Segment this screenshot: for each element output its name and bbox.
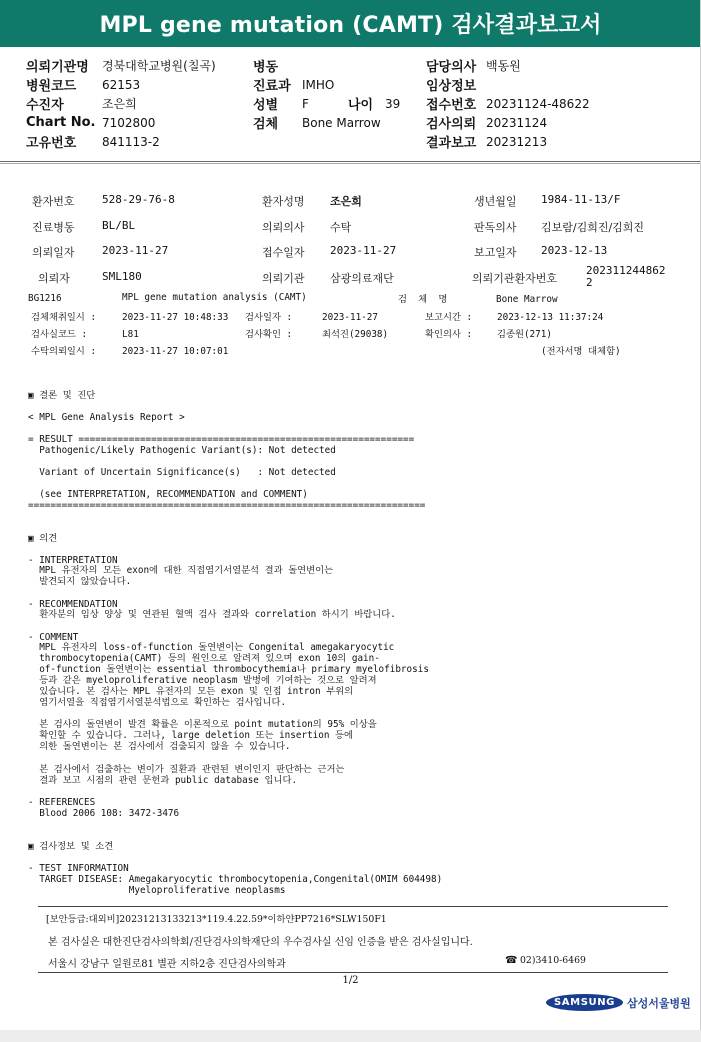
footer-divider bbox=[38, 906, 668, 907]
collect-value: 2023-11-27 10:48:33 bbox=[122, 312, 229, 323]
req-date: 2023-11-27 bbox=[102, 244, 169, 257]
patient-no: 528-29-76-8 bbox=[102, 193, 175, 206]
confirm-label: 검사확인 : bbox=[245, 329, 293, 340]
comment-heading: - COMMENT bbox=[28, 632, 79, 643]
receipt-value: 20231124-48622 bbox=[486, 96, 590, 111]
receipt-label: 접수번호 bbox=[426, 98, 477, 113]
report-label: 결과보고 bbox=[426, 136, 477, 151]
org-patient-no-label: 의뢰기관환자번호 bbox=[472, 272, 558, 285]
bottom-strip bbox=[0, 1030, 701, 1042]
birth-label: 생년월일 bbox=[474, 195, 517, 208]
see-note: (see INTERPRETATION, RECOMMENDATION and COMMENT) bbox=[28, 489, 308, 500]
section-test-info: ▣ 검사정보 및 소견 bbox=[28, 841, 114, 852]
test-date: 2023-11-27 bbox=[322, 312, 378, 323]
comment-line: MPL 유전자의 loss-of-function 돌연변이는 Congenital amegakaryocytic bbox=[28, 642, 395, 653]
req-org: 삼광의료재단 bbox=[330, 272, 394, 285]
dept-label: 진료과 bbox=[253, 79, 291, 94]
certification-text: 본 검사실은 대한진단검사의학회/진단검사의학재단의 우수검사실 신임 인증을 받은 검사실입니다. bbox=[48, 937, 473, 948]
vus-result: Variant of Uncertain Significance(s) : Not detected bbox=[28, 467, 336, 478]
divider bbox=[0, 161, 701, 162]
sex-label: 성별 bbox=[253, 98, 279, 113]
request-value: 20231124 bbox=[486, 115, 548, 130]
hospital-code-label: 병원코드 bbox=[26, 79, 77, 94]
accept-label: 수탁의뢰일시 : bbox=[31, 346, 97, 357]
ward-label: 병동 bbox=[253, 60, 279, 75]
sex-value: F bbox=[302, 96, 309, 111]
institution-label: 의뢰기관명 bbox=[26, 60, 89, 75]
comment-line: 본 검사의 돌연변이 발견 확률은 이론적으로 point mutation의 95% 이상을 bbox=[28, 719, 377, 730]
accept-value: 2023-11-27 10:07:01 bbox=[122, 346, 229, 357]
unique-value: 841113-2 bbox=[102, 134, 160, 149]
address-text: 서울시 강남구 일원로81 별관 지하2층 진단검사의학과 bbox=[48, 959, 286, 970]
hospital-logo bbox=[546, 994, 691, 1011]
clinical-label: 임상정보 bbox=[426, 79, 477, 94]
recv-date-label: 접수일자 bbox=[262, 246, 305, 259]
reading-label: 판독의사 bbox=[474, 221, 517, 234]
doctor-label: 담당의사 bbox=[426, 60, 477, 75]
specimen-name-label: 검 체 명 bbox=[398, 294, 448, 305]
pathogenic-result: Pathogenic/Likely Pathogenic Variant(s): Not detected bbox=[28, 445, 336, 456]
top-info-block bbox=[0, 52, 701, 150]
chart-value: 7102800 bbox=[102, 115, 156, 130]
reference-line: Blood 2006 108: 3472-3476 bbox=[28, 808, 180, 819]
footer-divider bbox=[38, 972, 668, 973]
report-time: 2023-12-13 11:37:24 bbox=[497, 312, 604, 323]
end-line: ======================================================================= bbox=[28, 500, 426, 511]
interpretation-line: MPL 유전자의 모든 exon에 대한 직접염기서열분석 결과 돌연변이는 bbox=[28, 565, 334, 576]
specimen-name: Bone Marrow bbox=[496, 294, 558, 305]
comment-line: 의한 돌연변이는 본 검사에서 검출되지 않을 수 있습니다. bbox=[28, 741, 291, 752]
test-name: MPL gene mutation analysis (CAMT) bbox=[122, 292, 307, 303]
chart-label: Chart No. bbox=[26, 115, 96, 130]
page-number: 1/2 bbox=[342, 975, 359, 986]
comment-line: 확인할 수 있습니다. 그러나, large deletion 또는 insertion 등에 bbox=[28, 730, 354, 741]
req-doctor: 수탁 bbox=[330, 221, 352, 234]
interpretation-heading: - INTERPRETATION bbox=[28, 555, 118, 566]
unique-label: 고유번호 bbox=[26, 136, 77, 151]
comment-line: 등과 같은 myeloproliferative neoplasm 발병에 기여하는 것으로 알려져 bbox=[28, 675, 377, 686]
divider bbox=[0, 163, 701, 164]
comment-line: 염기서열을 직접염기서열분석법으로 확인하는 검사입니다. bbox=[28, 697, 287, 708]
report-date-label: 보고일자 bbox=[474, 246, 517, 259]
comment-line: of-function 돌연변이는 essential thrombocythemia나 primary myelofibrosis bbox=[28, 664, 429, 675]
samsung-wordmark: SAMSUNG bbox=[546, 994, 623, 1011]
institution-value: 경북대학교병원(칠곡) bbox=[102, 59, 216, 73]
requester-label: 의뢰자 bbox=[38, 272, 70, 285]
target-disease-line: Myeloproliferative neoplasms bbox=[28, 885, 286, 896]
test-info-heading: - TEST INFORMATION bbox=[28, 863, 129, 874]
hospital-name: 삼성서울병원 bbox=[627, 996, 691, 1010]
security-line: [보안등급:대외비]20231213133213*119.4.22.59*이하얀PP7216*SLW150F1 bbox=[46, 914, 387, 925]
test-code: BG1216 bbox=[28, 293, 62, 304]
recv-date: 2023-11-27 bbox=[330, 244, 397, 257]
lab-code-label: 검사실코드 : bbox=[31, 329, 88, 340]
references-heading: - REFERENCES bbox=[28, 797, 96, 808]
target-disease-line: TARGET DISEASE: Amegakaryocytic thrombocytopenia,Congenital(OMIM 604498) bbox=[28, 874, 443, 885]
age-value: 39 bbox=[385, 96, 401, 111]
report-date: 2023-12-13 bbox=[541, 244, 608, 257]
req-date-label: 의뢰일자 bbox=[32, 246, 75, 259]
org-patient-no-2: 2 bbox=[586, 276, 593, 289]
lab-code: L81 bbox=[122, 329, 139, 340]
birth: 1984-11-13/F bbox=[541, 193, 621, 206]
collector-label: 수진자 bbox=[26, 98, 64, 113]
comment-line: 본 검사에서 검출하는 변이가 질환과 관련된 변이인지 판단하는 근거는 bbox=[28, 764, 345, 775]
comment-line: thrombocytopenia(CAMT) 등의 원인으로 알려져 있으며 exon 10의 gain- bbox=[28, 653, 380, 664]
reading: 김보람/김희진/김희진 bbox=[541, 221, 645, 234]
specimen-label: 검체 bbox=[253, 117, 279, 132]
req-org-label: 의뢰기관 bbox=[262, 272, 305, 285]
confirm-doc: 김종원(271) bbox=[497, 329, 552, 340]
age-label: 나이 bbox=[348, 98, 374, 113]
patient-no-label: 환자번호 bbox=[32, 195, 75, 208]
collect-label: 검체채취일시 : bbox=[31, 312, 97, 323]
analysis-report-title: < MPL Gene Analysis Report > bbox=[28, 412, 185, 423]
collector-value: 조은희 bbox=[102, 97, 137, 111]
specimen-value: Bone Marrow bbox=[302, 115, 381, 130]
hospital-code-value: 62153 bbox=[102, 77, 141, 92]
phone-number: 02)3410-6469 bbox=[520, 955, 586, 966]
result-line: = RESULT ============================================================ bbox=[28, 434, 415, 445]
ward-label: 진료병동 bbox=[32, 221, 75, 234]
section-opinion: ▣ 의견 bbox=[28, 533, 58, 544]
report-time-label: 보고시간 : bbox=[425, 312, 473, 323]
report-value: 20231213 bbox=[486, 134, 548, 149]
recommendation-heading: - RECOMMENDATION bbox=[28, 599, 118, 610]
recommendation-line: 환자분의 임상 양상 및 연관된 혈액 검사 결과와 correlation 하시기 바랍니다. bbox=[28, 609, 396, 620]
comment-line: 결과 보고 시점의 관련 문헌과 public database 입니다. bbox=[28, 775, 298, 786]
esign-note: (전자서명 대체함) bbox=[541, 346, 621, 357]
section-conclusion: ▣ 결론 및 진단 bbox=[28, 390, 96, 401]
report-title: MPL gene mutation (CAMT) 검사결과보고서 bbox=[0, 0, 701, 47]
dept-value: IMHO bbox=[302, 77, 335, 92]
requester: SML180 bbox=[102, 270, 142, 283]
req-doctor-label: 의뢰의사 bbox=[262, 221, 305, 234]
org-patient-no-1: 202311244862 bbox=[586, 264, 666, 277]
request-label: 검사의뢰 bbox=[426, 117, 477, 132]
confirm-doc-label: 확인의사 : bbox=[425, 329, 473, 340]
patient-name-label: 환자성명 bbox=[262, 195, 305, 208]
comment-line: 있습니다. 본 검사는 MPL 유전자의 모든 exon 및 인접 intron 부위의 bbox=[28, 686, 354, 697]
phone-icon: ☎ bbox=[505, 955, 518, 966]
patient-name: 조은희 bbox=[330, 195, 362, 208]
doctor-value: 백동원 bbox=[486, 59, 521, 73]
ward: BL/BL bbox=[102, 219, 136, 232]
confirm-value: 최석진(29038) bbox=[322, 329, 389, 340]
test-date-label: 검사일자 : bbox=[245, 312, 293, 323]
interpretation-line: 발견되지 않았습니다. bbox=[28, 576, 132, 587]
